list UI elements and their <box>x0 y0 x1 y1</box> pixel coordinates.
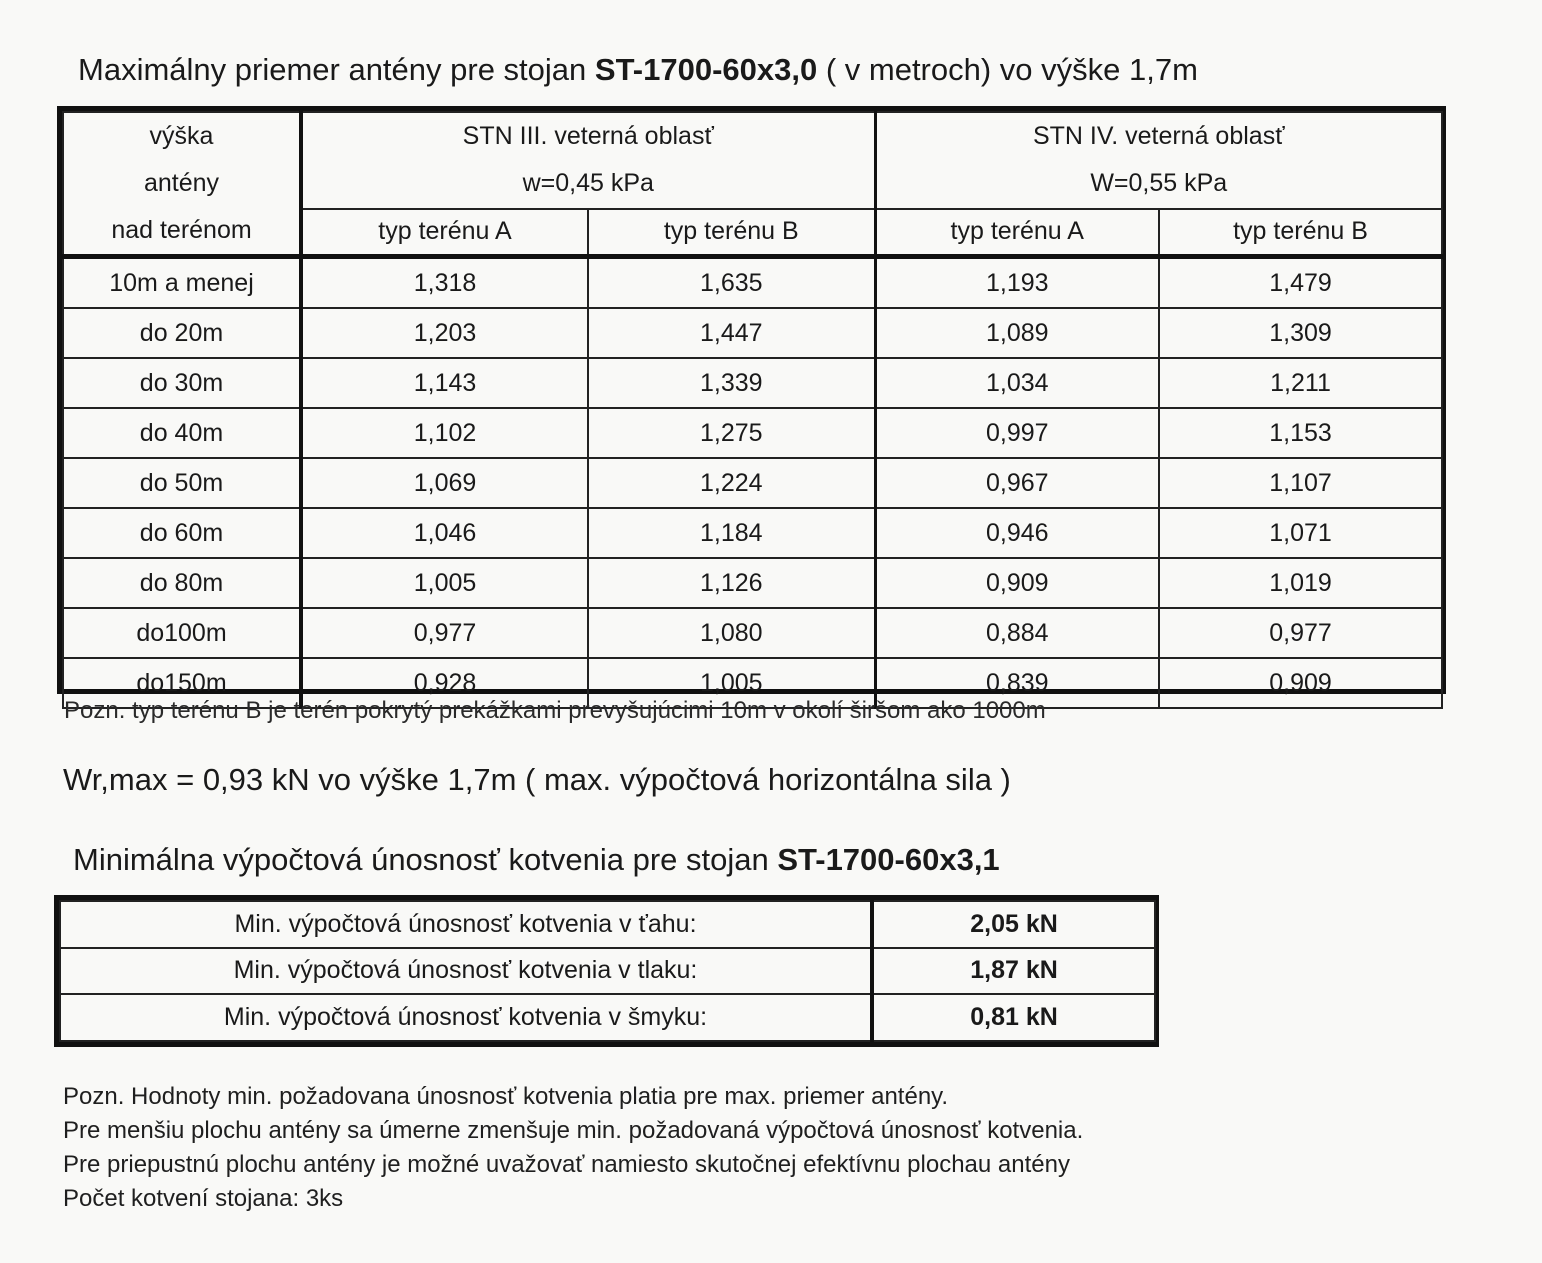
terrain-header: typ terénu B <box>1159 209 1442 257</box>
diameter-cell: 1,107 <box>1159 458 1442 508</box>
note-line: Počet kotvení stojana: 3ks <box>63 1185 344 1212</box>
diameter-cell: 1,102 <box>301 408 588 458</box>
anchorage-value: 0,81 kN <box>872 994 1155 1041</box>
anchorage-label: Min. výpočtová únosnosť kotvenia v ťahu: <box>60 901 872 948</box>
diameter-cell: 0,909 <box>1159 658 1442 708</box>
max-horizontal-force: Wr,max = 0,93 kN vo výške 1,7m ( max. výpočtová horizontálna sila ) <box>63 762 1011 797</box>
table-row <box>63 458 1442 508</box>
anchorage-table <box>54 895 1159 1047</box>
anchorage-row <box>60 901 1155 948</box>
diameter-cell: 1,224 <box>588 458 875 508</box>
diameter-cell: 1,275 <box>588 408 875 458</box>
title-model: ST-1700-60x3,0 <box>594 52 818 87</box>
page-title <box>78 52 1198 88</box>
table-row <box>63 358 1442 408</box>
anchorage-row <box>60 948 1155 995</box>
diameter-cell: 1,339 <box>588 358 875 408</box>
diameter-cell: 1,126 <box>588 558 875 608</box>
diameter-cell: 1,635 <box>588 257 875 309</box>
terrain-header: typ terénu A <box>875 209 1159 257</box>
diameter-cell: 1,071 <box>1159 508 1442 558</box>
diameter-cell: 1,193 <box>875 257 1159 309</box>
diameter-cell: 1,034 <box>875 358 1159 408</box>
diameter-cell: 1,318 <box>301 257 588 309</box>
height-header-line: nad terénom <box>111 216 252 244</box>
zone-name: STN III. veterná oblasť <box>462 122 714 151</box>
height-cell: do 40m <box>63 408 301 458</box>
height-cell: do 30m <box>63 358 301 408</box>
diameter-cell: 1,309 <box>1159 308 1442 358</box>
anchorage-label: Min. výpočtová únosnosť kotvenia v tlaku: <box>60 948 872 995</box>
table-row <box>63 608 1442 658</box>
zone-pressure: w=0,45 kPa <box>522 169 654 198</box>
anchorage-label: Min. výpočtová únosnosť kotvenia v šmyku: <box>60 994 872 1041</box>
table-row <box>63 508 1442 558</box>
diameter-cell: 1,479 <box>1159 257 1442 309</box>
antenna-diameter-table <box>57 106 1446 697</box>
terrain-header: typ terénu B <box>588 209 875 257</box>
diameter-cell: 0,977 <box>301 608 588 658</box>
terrain-header: typ terénu A <box>301 209 588 257</box>
anchorage-value: 1,87 kN <box>872 948 1155 995</box>
diameter-cell: 0,967 <box>875 458 1159 508</box>
notes-block <box>63 1080 1083 1216</box>
anchorage-row <box>60 994 1155 1041</box>
diameter-cell: 0,946 <box>875 508 1159 558</box>
table-row <box>63 257 1442 309</box>
zone-name: STN IV. veterná oblasť <box>1032 122 1285 151</box>
diameter-cell: 1,005 <box>588 658 875 708</box>
table-row <box>63 408 1442 458</box>
table-row <box>63 308 1442 358</box>
diameter-cell: 0,928 <box>301 658 588 708</box>
diameter-cell: 1,203 <box>301 308 588 358</box>
anchorage-title-model: ST-1700-60x3,1 <box>777 842 1000 877</box>
diameter-cell: 0,909 <box>875 558 1159 608</box>
title-prefix: Maximálny priemer antény pre stojan <box>78 52 595 87</box>
height-cell: do 80m <box>63 558 301 608</box>
height-header <box>63 112 301 257</box>
diameter-cell: 1,211 <box>1159 358 1442 408</box>
diameter-cell: 1,184 <box>588 508 875 558</box>
diameter-cell: 1,089 <box>875 308 1159 358</box>
note-line: Pre menšiu plochu antény sa úmerne zmenšuje min. požadovaná výpočtová únosnosť kotvenia. <box>63 1117 1084 1144</box>
diameter-cell: 1,005 <box>301 558 588 608</box>
height-cell: 10m a menej <box>63 257 301 309</box>
height-cell: do 20m <box>63 308 301 358</box>
height-cell: do100m <box>63 608 301 658</box>
diameter-cell: 0,997 <box>875 408 1159 458</box>
diameter-cell: 1,080 <box>588 608 875 658</box>
zone-iv-header <box>875 112 1442 209</box>
diameter-cell: 0,839 <box>875 658 1159 708</box>
height-header-line: antény <box>143 169 220 197</box>
height-cell: do 50m <box>63 458 301 508</box>
diameter-cell: 0,977 <box>1159 608 1442 658</box>
anchorage-title-prefix: Minimálna výpočtová únosnosť kotvenia pre stojan <box>73 842 778 877</box>
height-cell: do150m <box>63 658 301 708</box>
zone-iii-header <box>301 112 875 209</box>
diameter-cell: 1,447 <box>588 308 875 358</box>
height-header-line: výška <box>149 122 214 150</box>
diameter-cell: 0,884 <box>875 608 1159 658</box>
diameter-cell: 1,153 <box>1159 408 1442 458</box>
zone-pressure: W=0,55 kPa <box>1090 169 1228 198</box>
diameter-cell: 1,019 <box>1159 558 1442 608</box>
height-cell: do 60m <box>63 508 301 558</box>
note-line: Pre priepustnú plochu antény je možné uvažovať namiesto skutočnej efektívnu plochau antény <box>63 1151 1070 1178</box>
title-suffix: ( v metroch) vo výške 1,7m <box>817 52 1198 87</box>
anchorage-title <box>73 842 1000 878</box>
diameter-cell: 1,143 <box>301 358 588 408</box>
diameter-cell: 1,069 <box>301 458 588 508</box>
diameter-cell: 1,046 <box>301 508 588 558</box>
note-line: Pozn. Hodnoty min. požadovana únosnosť kotvenia platia pre max. priemer antény. <box>63 1083 949 1110</box>
anchorage-value: 2,05 kN <box>872 901 1155 948</box>
terrain-note: Pozn. typ terénu B je terén pokrytý prekážkami prevyšujúcimi 10m v okolí širšom ako 1000m <box>64 697 1046 724</box>
table-row <box>63 558 1442 608</box>
